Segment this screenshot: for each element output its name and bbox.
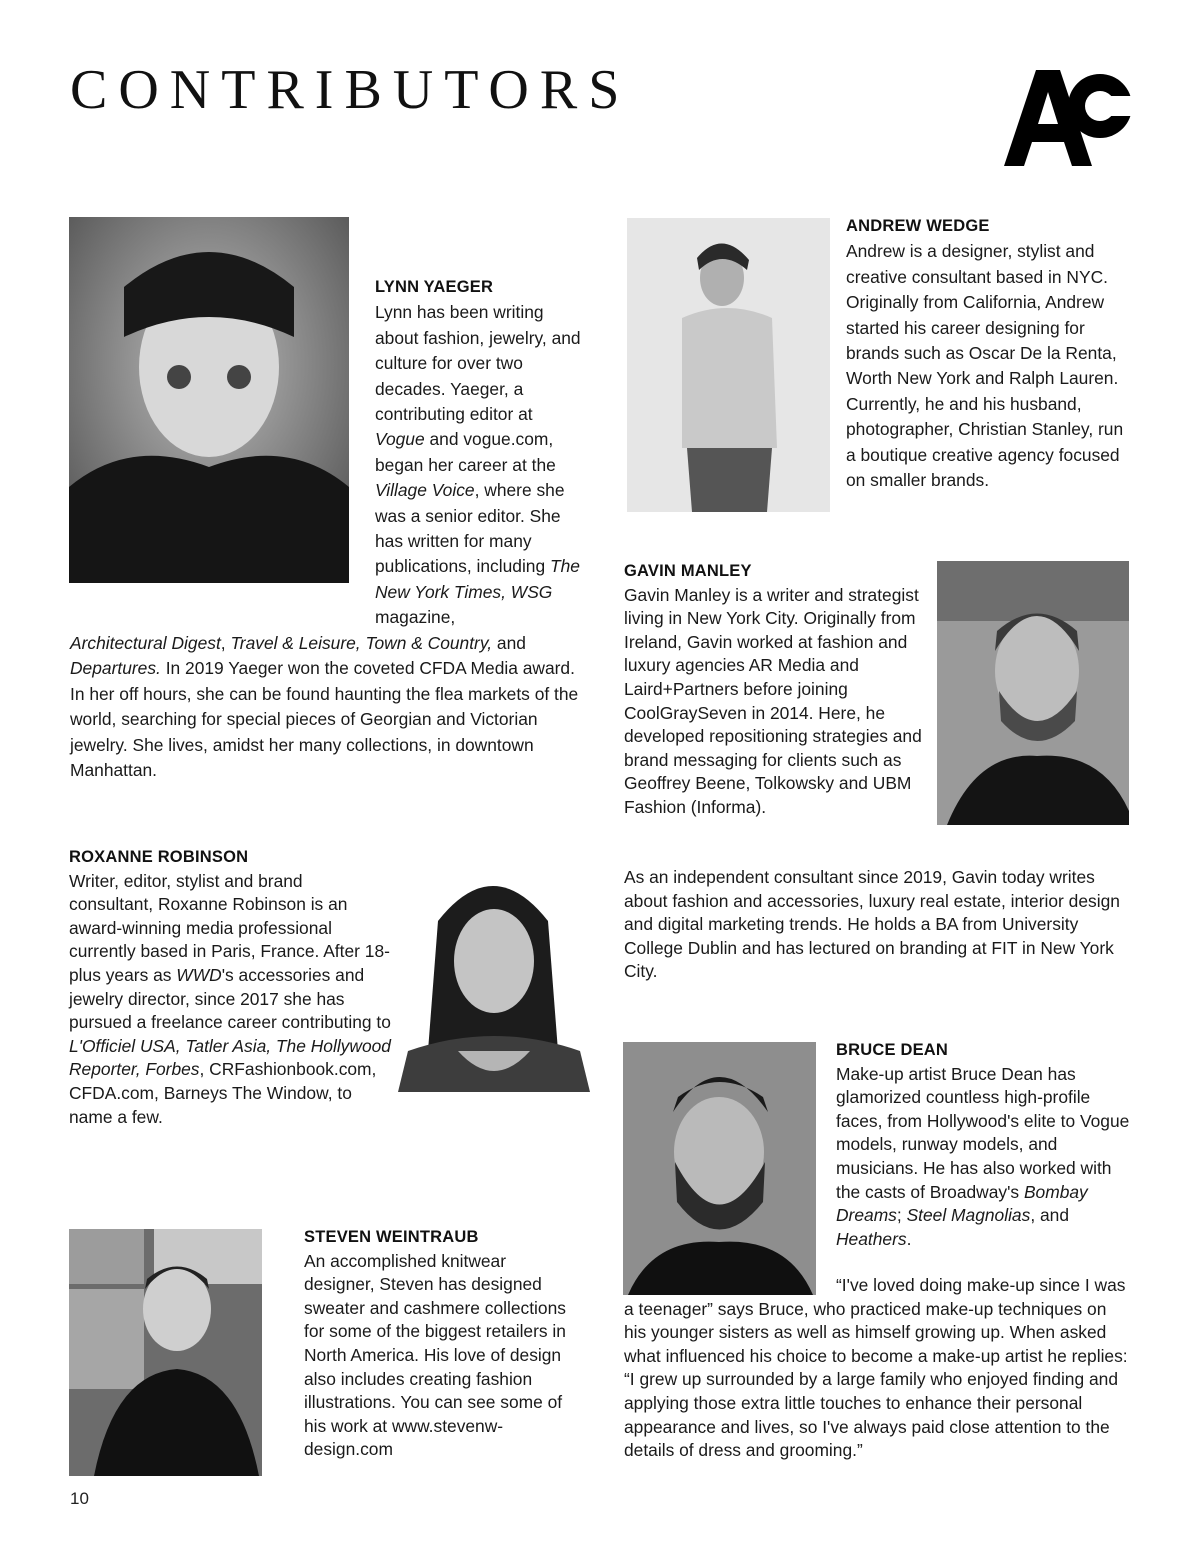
lynn-yaeger-name: LYNN YAEGER <box>375 278 494 296</box>
publication-name: The New York Times, WSG <box>375 556 580 602</box>
lynn-yaeger-bio-part: magazine, <box>375 607 456 628</box>
gavin-manley-bio-text: Gavin Manley is a writer and strategist living in New York City. Originally from Ireland, Gavin worked at fashion and luxury agencies AR Media and Laird+Partners before joining CoolGraySeven in 2014. Here, he developed repositioning strategies and brand messaging for clients such as Geoffrey Beene, Tolkowsky and UBM Fashion (Informa). <box>624 584 922 817</box>
roxanne-robinson-bio-text: Writer, editor, stylist and brand consultant, Roxanne Robinson is an award-winning media professional currently based in Paris, France. After 18-plus years as <box>69 870 390 985</box>
publication-name: Travel & Leisure, Town & Country, <box>230 633 493 653</box>
lynn-yaeger-bio-part: and vogue.com, began her career at the <box>375 429 556 475</box>
page-title: CONTRIBUTORS <box>70 59 631 121</box>
andrew-wedge-name: ANDREW WEDGE <box>846 217 990 235</box>
gavin-manley-photo <box>937 561 1129 825</box>
lynn-yaeger-bio-part: , where she was a senior editor. She has written for many publications, including <box>375 480 565 577</box>
publication-name: WWD <box>176 964 222 985</box>
steven-weintraub-bio <box>304 1226 569 1462</box>
bruce-dean-bio-text: ; <box>896 1205 907 1226</box>
steven-weintraub-name: STEVEN WEINTRAUB <box>304 1228 479 1246</box>
publication-name: L'Officiel USA, Tatler Asia, The Hollywood Reporter, Forbes <box>69 1035 391 1080</box>
lynn-yaeger-bio-part: Lynn has been writing about fashion, jewelry, and culture for over two decades. Yaeger, a contributing editor at <box>375 302 581 425</box>
bruce-dean-bio-text: Make-up artist Bruce Dean has glamorized countless high-profile faces, from Hollywood's elite to Vogue models, runway models, and musicians. He has also worked with the casts of Broadway's <box>836 1063 1130 1202</box>
gavin-manley-bio-bottom <box>624 866 1129 984</box>
bruce-dean-bio-bottom <box>624 1274 1132 1463</box>
publication-name: Architectural Digest <box>70 633 221 653</box>
steven-weintraub-photo <box>69 1229 262 1476</box>
andrew-wedge-photo <box>627 218 830 512</box>
bruce-dean-bio-quote: “I've loved doing make-up since I was a teenager” says Bruce, who practiced make-up techniques on his younger sisters as well as himself growing up. When asked what influenced his choice to become a make-up artist he replies: “I grew up surrounded by a large family who enjoyed finding and applying those extra little touches to enhance their personal appearance and lives, so I've always paid close attention to the details of dress and grooming.” <box>624 1275 1128 1461</box>
bruce-dean-photo <box>623 1042 816 1295</box>
roxanne-robinson-photo <box>398 861 590 1092</box>
lynn-yaeger-bio-part: and <box>492 633 526 653</box>
lynn-yaeger-photo <box>69 217 349 583</box>
roxanne-robinson-bio <box>69 846 391 1129</box>
ac-logo <box>1004 70 1132 166</box>
page-number: 10 <box>70 1489 89 1508</box>
lynn-yaeger-bio-part: In 2019 Yaeger won the coveted CFDA Media award. In her off hours, she can be found haunting the flea markets of the world, searching for special pieces of Georgian and Victorian jewelry. She lives, amidst her many collections, in downtown Manhattan. <box>70 658 579 781</box>
gavin-manley-bio-top <box>624 560 924 820</box>
publication-name: Departures. <box>70 658 161 679</box>
gavin-manley-name: GAVIN MANLEY <box>624 562 752 580</box>
publication-name: Heathers <box>836 1228 907 1249</box>
publication-name: Steel Magnolias <box>906 1205 1031 1226</box>
steven-weintraub-bio-text: An accomplished knitwear designer, Steven has designed sweater and cashmere collections for some of the biggest retailers in North America. His love of design also includes creating fashion illustrations. You can see some of his work at www.stevenw-design.com <box>304 1250 566 1460</box>
roxanne-robinson-name: ROXANNE ROBINSON <box>69 848 249 866</box>
andrew-wedge-bio <box>846 214 1131 493</box>
lynn-yaeger-bio-top <box>375 275 585 631</box>
publication-name: Bombay Dreams <box>836 1181 1088 1226</box>
publication-name: Vogue <box>375 429 425 450</box>
lynn-yaeger-bio-part: , <box>220 633 231 653</box>
andrew-wedge-bio-text: Andrew is a designer, stylist and creative consultant based in NYC. Originally from California, Andrew started his career designing for brands such as Oscar De la Renta, Worth New York and Ralph Lauren. Currently, he and his husband, photographer, Christian Stanley, run a boutique creative agency focused on smaller brands. <box>846 241 1124 491</box>
roxanne-robinson-bio-text: 's accessories and jewelry director, since 2017 she has pursued a freelance career contributing to <box>69 964 391 1033</box>
bruce-dean-bio-text: , and <box>1030 1205 1069 1226</box>
roxanne-robinson-bio-text: , CRFashionbook.com, CFDA.com, Barneys The Window, to name a few. <box>69 1059 377 1127</box>
gavin-manley-bio-text: As an independent consultant since 2019, Gavin today writes about fashion and accessories, luxury real estate, interior design and digital marketing trends. He holds a BA from University College Dublin and has lectured on branding at FIT in New York City. <box>624 867 1120 982</box>
bruce-dean-bio-text: . <box>906 1228 912 1249</box>
lynn-yaeger-bio-bottom <box>70 631 580 783</box>
bruce-dean-bio-top <box>836 1039 1132 1251</box>
bruce-dean-name: BRUCE DEAN <box>836 1041 949 1059</box>
publication-name: Village Voice <box>375 480 475 501</box>
